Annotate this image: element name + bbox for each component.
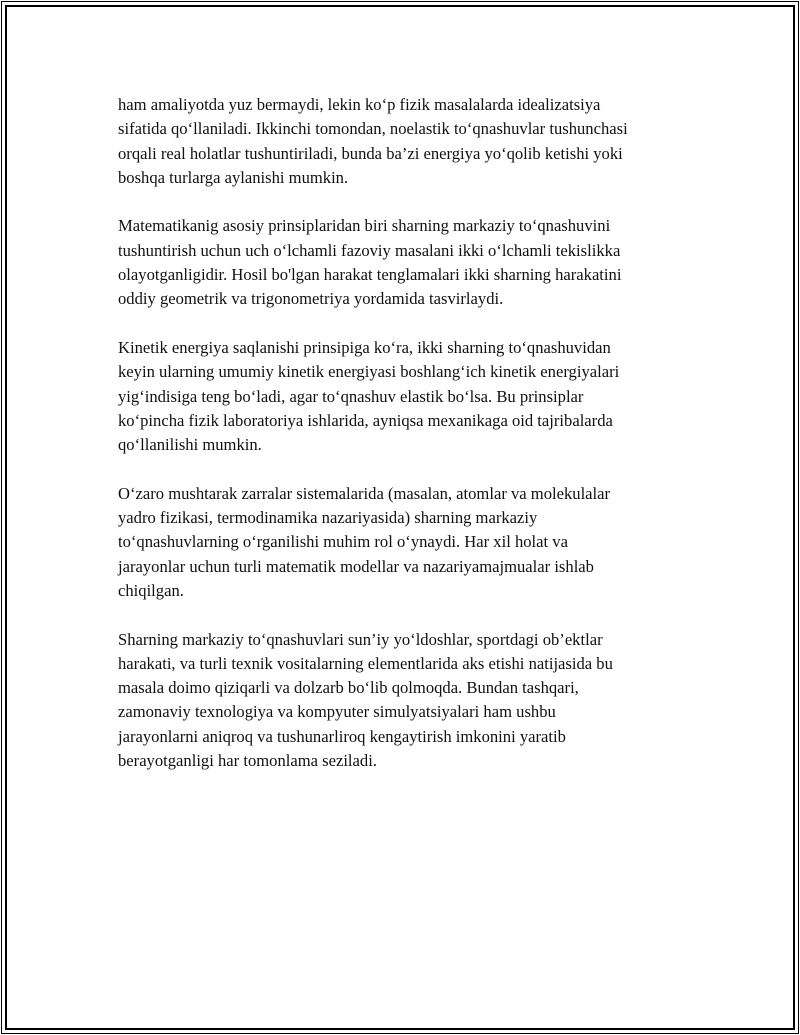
text-line: tushuntirish uchun uch o‘lchamli fazoviy masalani ikki o‘lchamli tekislikka — [118, 240, 621, 260]
paragraph-mathematical-principles — [118, 214, 688, 311]
text-line: harakati, va turli texnik vositalarning elementlarida aks etishi natijasida bu — [118, 653, 613, 673]
text-line: qo‘llanilishi mumkin. — [118, 435, 262, 455]
text-line: berayotganligi har tomonlama seziladi. — [118, 751, 377, 771]
text-line: Sharning markaziy to‘qnashuvlari sun’iy yo‘ldoshlar, sportdagi ob’ektlar — [118, 629, 603, 649]
text-line: Kinetik energiya saqlanishi prinsipiga ko‘ra, ikki sharning to‘qnashuvidan — [118, 337, 611, 357]
text-line: oddiy geometrik va trigonometriya yordamida tasvirlaydi. — [118, 289, 504, 309]
text-line: O‘zaro mushtarak zarralar sistemalarida (masalan, atomlar va molekulalar — [118, 483, 611, 503]
text-line: chiqilgan. — [118, 580, 184, 600]
text-line: jarayonlarni aniqroq va tushunarliroq kengaytirish imkonini yaratib — [118, 726, 566, 746]
text-line: orqali real holatlar tushuntiriladi, bunda ba’zi energiya yo‘qolib ketishi yoki — [118, 143, 623, 163]
text-line: yadro fizikasi, termodinamika nazariyasida) sharning markaziy — [118, 508, 538, 528]
text-line: boshqa turlarga aylanishi mumkin. — [118, 167, 349, 187]
paragraph-elastic-collisions — [118, 93, 688, 190]
text-line: olayotganligidir. Hosil bo'lgan harakat tenglamalari ikki sharning harakatini — [118, 265, 622, 285]
text-line: keyin ularning umumiy kinetik energiyasi boshlang‘ich kinetik energiyalari — [118, 362, 620, 382]
paragraph-particle-systems — [118, 482, 688, 603]
text-line: sifatida qo‘llaniladi. Ikkinchi tomondan, noelastik to‘qnashuvlar tushunchasi — [118, 119, 628, 139]
paragraph-kinetic-energy — [118, 336, 688, 457]
text-line: zamonaviy texnologiya va kompyuter simulyatsiyalari ham ushbu — [118, 702, 556, 722]
paragraph-applications — [118, 628, 688, 774]
text-line: ko‘pincha fizik laboratoriya ishlarida, ayniqsa mexanikaga oid tajribalarda — [118, 410, 613, 430]
text-line: yig‘indisiga teng bo‘ladi, agar to‘qnashuv elastik bo‘lsa. Bu prinsiplar — [118, 386, 584, 406]
document-body — [118, 93, 688, 798]
text-line: jarayonlar uchun turli matematik modellar va nazariyamajmualar ishlab — [118, 556, 594, 576]
text-line: Matematikanig asosiy prinsiplaridan biri sharning markaziy to‘qnashuvini — [118, 216, 611, 236]
text-line: ham amaliyotda yuz bermaydi, lekin ko‘p fizik masalalarda idealizatsiya — [118, 95, 601, 114]
text-line: to‘qnashuvlarning o‘rganilishi muhim rol o‘ynaydi. Har xil holat va — [118, 532, 568, 552]
text-line: masala doimo qiziqarli va dolzarb bo‘lib qolmoqda. Bundan tashqari, — [118, 678, 579, 698]
